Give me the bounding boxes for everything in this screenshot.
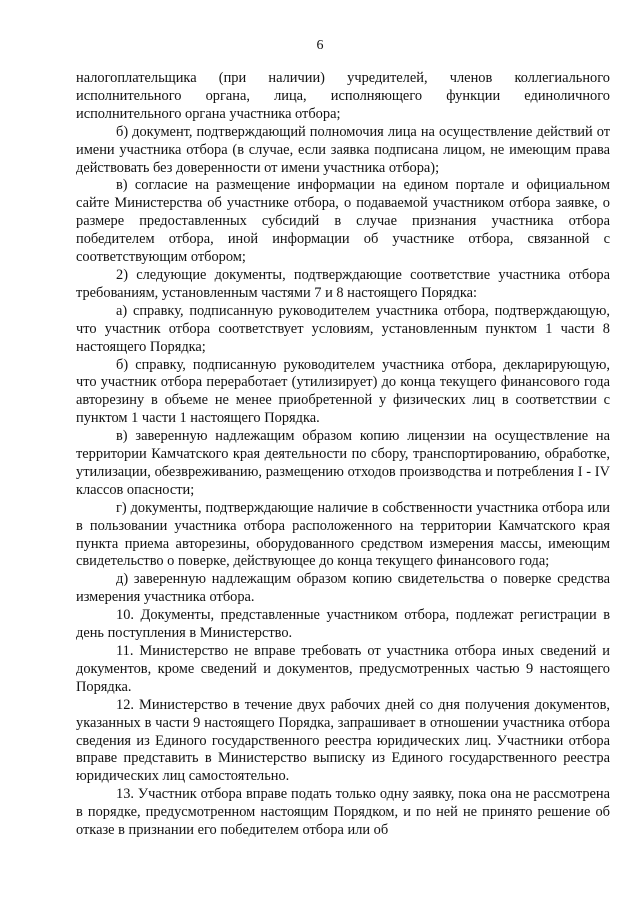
paragraph-item-v-consent: в) согласие на размещение информации на едином портале и официальном сайте Министерства об участнике отбора, о подаваемой участником отбора заявке, о размере предоставленных субсидий в случае признания участника отбора победителем отбора, иной информации об участнике отбора, связанной с соответствующим отбором; — [76, 177, 610, 266]
paragraph-item-b-declaration: б) справку, подписанную руководителем участника отбора, декларирующую, что участник отбора переработает (утилизирует) до конца текущего финансового года авторезину в объеме не менее приобретенной у физических лиц в соответствии с пунктом 1 части 1 настоящего Порядка. — [76, 356, 610, 427]
paragraph-item-v-license: в) заверенную надлежащим образом копию лицензии на осуществление на территории Камчатского края деятельности по сбору, транспортированию, обработке, утилизации, обезвреживанию, размещению отходов производства и потребления I - IV классов опасности; — [76, 428, 610, 498]
paragraph-continuation: налогоплательщика (при наличии) учредителей, членов коллегиального исполнительного органа, лица, исполняющего функции единоличного исполнительного органа участника отбора; — [76, 70, 610, 122]
paragraph-item-g-ownership: г) документы, подтверждающие наличие в собственности участника отбора или в пользовании участника отбора расположенного на территории Камчатского края пункта приема авторезины, оборудованного средством измерения массы, имеющим свидетельство о поверке, действующее до конца текущего финансового года; — [76, 499, 610, 570]
paragraph-11: 11. Министерство не вправе требовать от участника отбора иных сведений и документов, кроме сведений и документов, предусмотренных частью 9 настоящего Порядка. — [76, 643, 610, 695]
paragraph-item-b-authority: б) документ, подтверждающий полномочия лица на осуществление действий от имени участника отбора (в случае, если заявка подписана лицом, не имеющим права действовать без доверенности от имени участника отбора); — [76, 123, 610, 176]
document-body — [76, 70, 610, 840]
page-number: 6 — [316, 38, 324, 53]
paragraph-item-a-certificate: а) справку, подписанную руководителем участника отбора, подтверждающую, что участник отбора соответствует условиям, установленным пунктом 1 части 8 настоящего Порядка; — [76, 302, 610, 355]
paragraph-item-d-verification: д) заверенную надлежащим образом копию свидетельства о поверке средства измерения участника отбора. — [76, 571, 610, 606]
paragraph-12: 12. Министерство в течение двух рабочих дней со дня получения документов, указанных в части 9 настоящего Порядка, запрашивает в отношении участника отбора сведения из Единого государственного реестра юридических лиц. Участники отбора вправе представить в Министерство выписку из Единого государственного реестра юридических лиц самостоятельно. — [76, 696, 610, 785]
paragraph-13: 13. Участник отбора вправе подать только одну заявку, пока она не рассмотрена в порядке, предусмотренном настоящим Порядком, и по ней не принято решение об отказе в признании его победителем отбора или об — [76, 786, 610, 839]
paragraph-10: 10. Документы, представленные участником отбора, подлежат регистрации в день поступления в Министерство. — [76, 607, 610, 642]
paragraph-item-2-documents: 2) следующие документы, подтверждающие соответствие участника отбора требованиям, установленным частями 7 и 8 настоящего Порядка: — [76, 266, 610, 301]
